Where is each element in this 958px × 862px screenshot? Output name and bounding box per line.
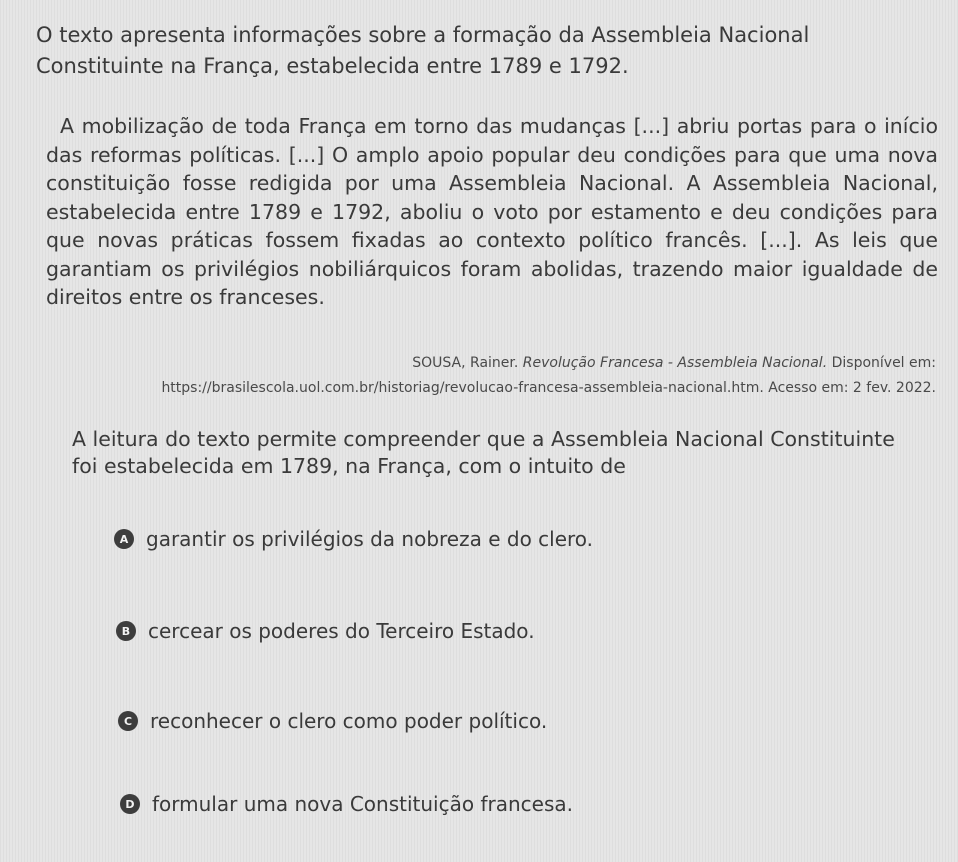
option-text: formular uma nova Constituição francesa. [152,792,573,816]
option-d[interactable] [120,787,573,821]
question-stem: A leitura do texto permite compreender que a Assembleia Nacional Constituinte foi estabelecida em 1789, na França, com o intuito de [72,427,895,478]
option-text: cercear os poderes do Terceiro Estado. [148,619,535,643]
source-work: Revolução Francesa - Assembleia Nacional. [522,355,828,371]
source-author: SOUSA, Rainer. [412,355,519,371]
option-b[interactable] [116,614,535,648]
option-text: reconhecer o clero como poder político. [150,709,548,733]
option-letter-badge: B [116,621,136,641]
option-a[interactable] [114,522,593,556]
source-url: https://brasilescola.uol.com.br/historiag/revolucao-francesa-assembleia-nacional.htm. Acesso em: 2 fev. 2022. [161,380,936,396]
quoted-passage: A mobilização de toda França em torno das mudanças [...] abriu portas para o início das reformas políticas. [...] O amplo apoio popular deu condições para que uma nova constituição fosse redigida por uma Assembleia Nacional. A Assembleia Nacional, estabelecida entre 1789 e 1792, aboliu o voto por estamento e deu condições para que novas práticas fossem fixadas ao contexto político francês. [...]. As leis que garantiam os privilégios nobiliárquicos foram abolidas, trazendo maior igualdade de direitos entre os franceses. [46,114,938,309]
option-c[interactable] [118,704,547,738]
option-letter-badge: C [118,711,138,731]
option-letter-badge: D [120,794,140,814]
source-available: Disponível em: [831,355,936,371]
option-letter-badge: A [114,529,134,549]
source-citation [56,351,936,401]
option-text: garantir os privilégios da nobreza e do clero. [146,527,594,551]
intro-text: O texto apresenta informações sobre a formação da Assembleia Nacional Constituinte na França, estabelecida entre 1789 e 1792. [36,23,810,78]
